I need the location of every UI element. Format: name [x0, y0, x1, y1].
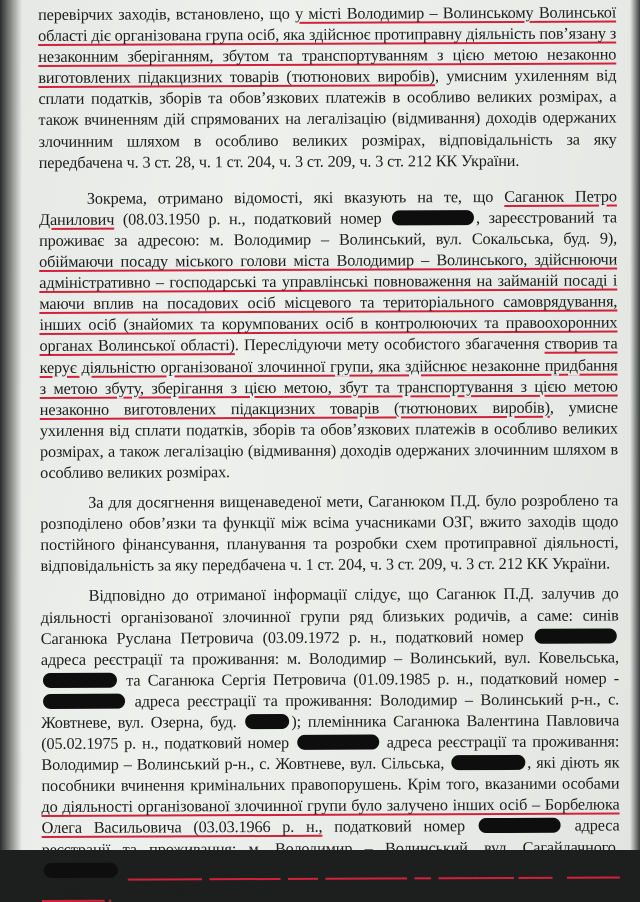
redaction-mark [297, 735, 379, 750]
redaction-mark [43, 694, 125, 709]
text-span: Зокрема, отримано відомості, які вказують на те, що [86, 186, 505, 208]
text-span: За для досягнення вищенаведеної мети, Саганюком П.Д. було розроблено та розподілено обов’язки та функції між всіма учасниками ОЗГ, вжито заходів щодо постійного фінансування, планування та розробки схем протиправної діяльності, відповідальність за яку передбачена ч. 1 ст. 204, ч. 3 ст. 209, ч. 3 ст. 212 КК України. [40, 490, 619, 576]
text-span: адреса реєстрації та проживання: Володимир – Волинський р-н., с. Жовтневе, вул. Озерна, буд. [41, 689, 620, 732]
paragraph-saganiuk [39, 185, 618, 483]
text-span: , [119, 860, 128, 880]
redaction-mark [535, 628, 617, 643]
highlighted-text: створив та керує діяльністю організованої злочинної групи, яка здійснює незаконне придбання з метою збуту, зберігання з цією метою, збут та транспортування з цією метою незаконно виготовлених підакцизних товарів (тютюнових виробів) [39, 333, 618, 419]
document-body [38, 0, 620, 902]
text-span: та Саганюка Сергія Петровича (01.09.1985 р. н., податковий номер - [118, 668, 620, 690]
paragraph-relatives [41, 583, 620, 902]
highlighted-text: у місті Володимир – Волинському Волинської області діє організована група осіб, яка здійснює протиправну діяльність пов’язану з незаконним зберіганням, збутом та транспортуванням з цією метою незаконно виготовлених підакцизних товарів (тютюнових виробів) [38, 2, 617, 88]
highlighted-text: обіймаючи посаду міського голови міста Володимир – Волинського, здійснюючи адміністративно – господарські та управлінські повноваження на займаній посаді і маючи вплив на посадових осіб місцевого та територіального самоврядування, інших осіб (знайомих та корумпованих осіб в контролюючих та правоохоронних органах Волинської області) [39, 249, 618, 356]
paragraph-goal [40, 490, 618, 577]
text-span: адреса реєстрації та проживання: м. Володимир – Волинський, вул. Ковельська, [40, 647, 619, 669]
redaction-mark [245, 714, 289, 729]
text-span: , які діють як пособники вчинення кримінальних правопорушень. Крім того, вказаними особами [41, 752, 620, 796]
redaction-mark [392, 210, 474, 225]
text-span: , умисним ухиленням від сплати податків, зборів та обов’язкових платежів в особливо великих розмірах, а також вчиненням дій спрямованих на легалізацію (відмивання) доходів одержаних злочинним шляхом в особливо великих розмірах, відповідальність за яку передбачена ч. 3 ст. 28, ч. 1 ст. 204, ч. 3 ст. 209, ч. 3 ст. 212 КК України. [38, 65, 617, 172]
redaction-mark [44, 862, 118, 877]
highlighted-text: який є генеральним директором ТОВ «Гербор-Холдінг» (код ЄДРПОУ – 30088756) [41, 858, 620, 901]
text-span: . Переслідуючи мету особистого збагачення [234, 334, 545, 355]
highlighted-text: до діяльності організованої злочинної групи було залучено інших осіб – Борбелюка Олега Васильовича (03.03.1966 р. н., [41, 794, 620, 838]
text-span: податковий номер [322, 816, 477, 837]
paragraph-intro [38, 1, 617, 172]
text-span: , юридична [111, 881, 188, 901]
text-span: адреса реєстрації та проживання: Володимир – Волинський р-н., с. Жовтневе, вул. Сільська, [41, 731, 620, 775]
text-span: (08.03.1950 р. н., податковий номер [114, 208, 391, 229]
text-span: Відповідно до отриманої інформації слідує, що Саганюк П.Д. залучив до діяльності організованої злочинної групи ряд близьких родичів, а саме: синів Саганюка Руслана Петровича (03.09.1972 р. н., податковий номер [40, 583, 619, 648]
text-span: адреса реєстрації та проживання: м. Володимир – Волинський, вул. Сагайдачного, [41, 815, 620, 859]
text-span: ); племінника Саганюка Валентина Павловича (05.02.1975 р. н., податковий номер [41, 710, 620, 754]
text-span: перевірчих заходів, встановлено, що [38, 3, 296, 24]
page-edge-shadow-left [0, 0, 22, 850]
redaction-mark [479, 818, 561, 833]
text-span: , умисне ухилення від сплати податків, зборів та обов’язкових платежів в особливо великих розмірах, а також легалізацію (відмивання) доходів одержаних злочинним шляхом в особливо великих розмірах. [39, 397, 619, 482]
highlighted-name: Саганюк Петро Данилович [38, 186, 617, 229]
redaction-mark [43, 672, 117, 687]
page-edge-shadow-right [630, 0, 640, 850]
redaction-mark [451, 755, 525, 770]
text-span: , зареєстрований та проживає за адресою: м. Володимир – Волинський, вул. Сокальська, буд. 9), [39, 207, 618, 250]
